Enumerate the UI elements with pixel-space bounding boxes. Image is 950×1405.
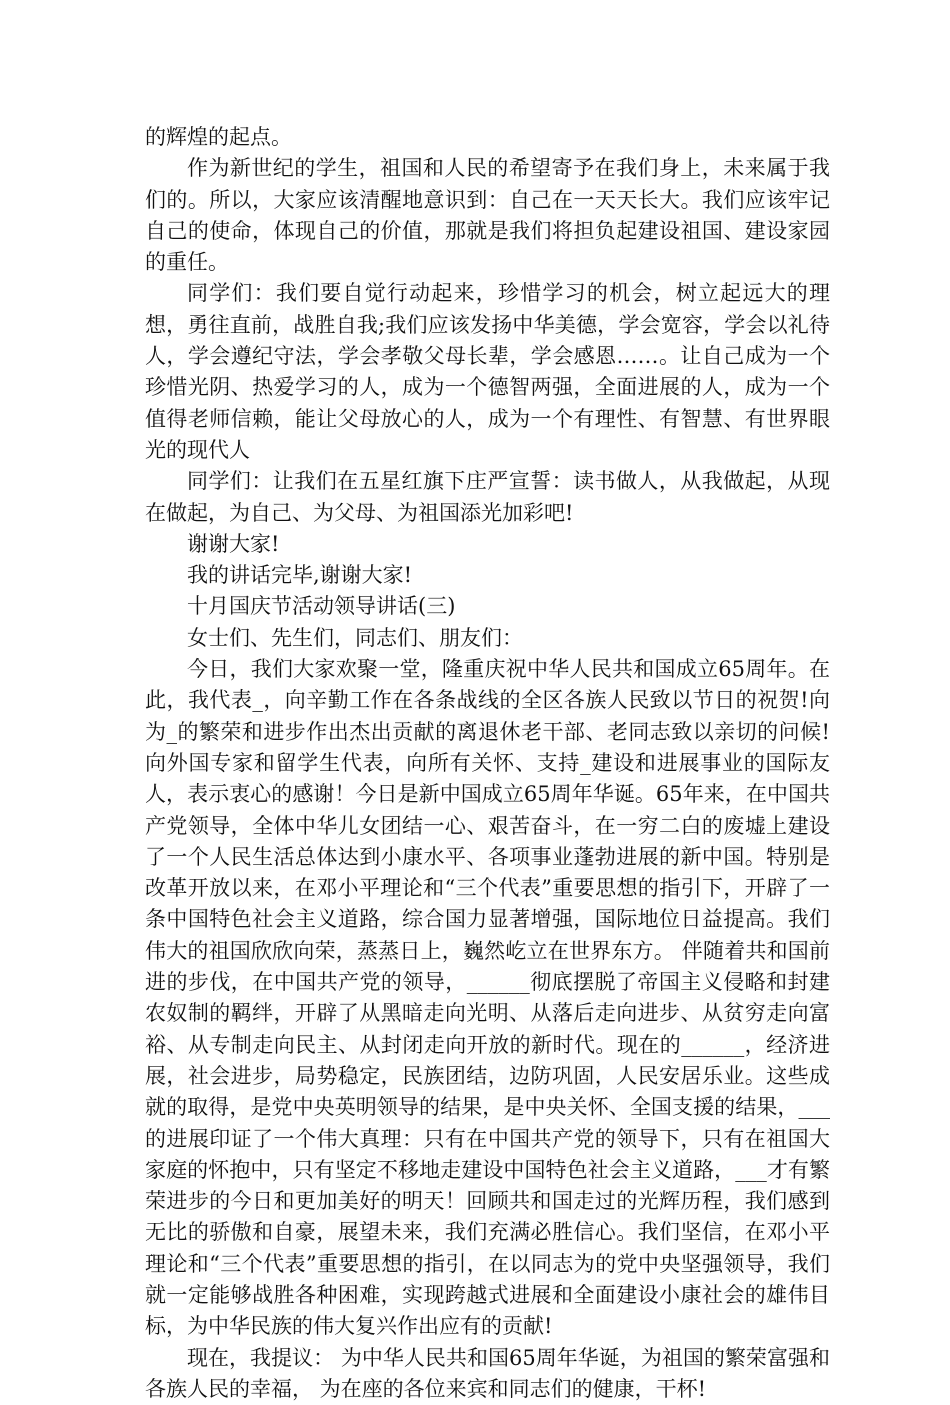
paragraph-classmates-action: 同学们：我们要自觉行动起来，珍惜学习的机会，树立起远大的理想，勇往直前，战胜自我;我们应该发扬中华美德，学会宽容，学会以礼待人，学会遵纪守法，学会孝敬父母长辈，学会感恩……。让自己成为一个珍惜光阴、热爱学习的人，成为一个德智两强，全面进展的人，成为一个值得老师信赖，能让父母放心的人，成为一个有理性、有智慧、有世界眼光的现代人 xyxy=(145,281,830,462)
paragraph-celebration-main: 今日，我们大家欢聚一堂，隆重庆祝中华人民共和国成立65周年。在此，我代表_，向辛勤工作在各条战线的全区各族人民致以节日的祝贺!向为_的繁荣和进步作出杰出贡献的离退休老干部、老同志致以亲切的问候!向外国专家和留学生代表，向所有关怀、支持_建设和进展事业的国际友人，表示衷心的感谢！今日是新中国成立65周年华诞。65年来，在中国共产党领导，全体中华儿女团结一心、艰苦奋斗，在一穷二白的废墟上建设了一个人民生活总体达到小康水平、各项事业蓬勃进展的新中国。特别是改革开放以来，在邓小平理论和“三个代表”重要思想的指引下，开辟了一条中国特色社会主义道路，综合国力显著增强，国际地位日益提高。我们伟大的祖国欣欣向荣，蒸蒸日上，巍然屹立在世界东方。 伴随着共和国前进的步伐，在中国共产党的领导，______彻底摆脱了帝国主义侵略和封建农奴制的羁绊，开辟了从黑暗走向光明、从落后走向进步、从贫穷走向富裕、从专制走向民主、从封闭走向开放的新时代。现在的______，经济进展，社会进步，局势稳定，民族团结，边防巩固，人民安居乐业。这些成就的取得，是党中央英明领导的结果，是中央关怀、全国支援的结果，___的进展印证了一个伟大真理：只有在中国共产党的领导下，只有在祖国大家庭的怀抱中，只有坚定不移地走建设中国特色社会主义道路，___才有繁荣进步的今日和更加美好的明天！回顾共和国走过的光辉历程，我们感到无比的骄傲和自豪，展望未来，我们充满必胜信心。我们坚信，在邓小平理论和“三个代表”重要思想的指引，在以同志为的党中央坚强领导，我们就一定能够战胜各种困难，实现跨越式进展和全面建设小康社会的雄伟目标，为中华民族的伟大复兴作出应有的贡献! xyxy=(145,657,830,1339)
paragraph-oath: 同学们：让我们在五星红旗下庄严宣誓：读书做人，从我做起，从现在做起，为自己、为父母、为祖国添光加彩吧! xyxy=(145,469,830,525)
paragraph-continuation: 的辉煌的起点。 xyxy=(145,125,292,149)
document-body xyxy=(145,122,830,1405)
section-heading: 十月国庆节活动领导讲话(三) xyxy=(187,594,456,619)
paragraph-speech-end: 我的讲话完毕,谢谢大家! xyxy=(187,563,413,588)
paragraph-toast: 现在，我提议： 为中华人民共和国65周年华诞，为祖国的繁荣富强和各族人民的幸福， 为在座的各位来宾和同志们的健康，干杯! xyxy=(145,1345,830,1401)
paragraph-salutation: 女士们、先生们，同志们、朋友们： xyxy=(187,625,523,650)
paragraph-thanks: 谢谢大家! xyxy=(187,531,280,556)
paragraph-students-future: 作为新世纪的学生，祖国和人民的希望寄予在我们身上，未来属于我们的。所以，大家应该清醒地意识到：自己在一天天长大。我们应该牢记自己的使命，体现自己的价值，那就是我们将担负起建设祖国、建设家园的重任。 xyxy=(145,156,830,275)
